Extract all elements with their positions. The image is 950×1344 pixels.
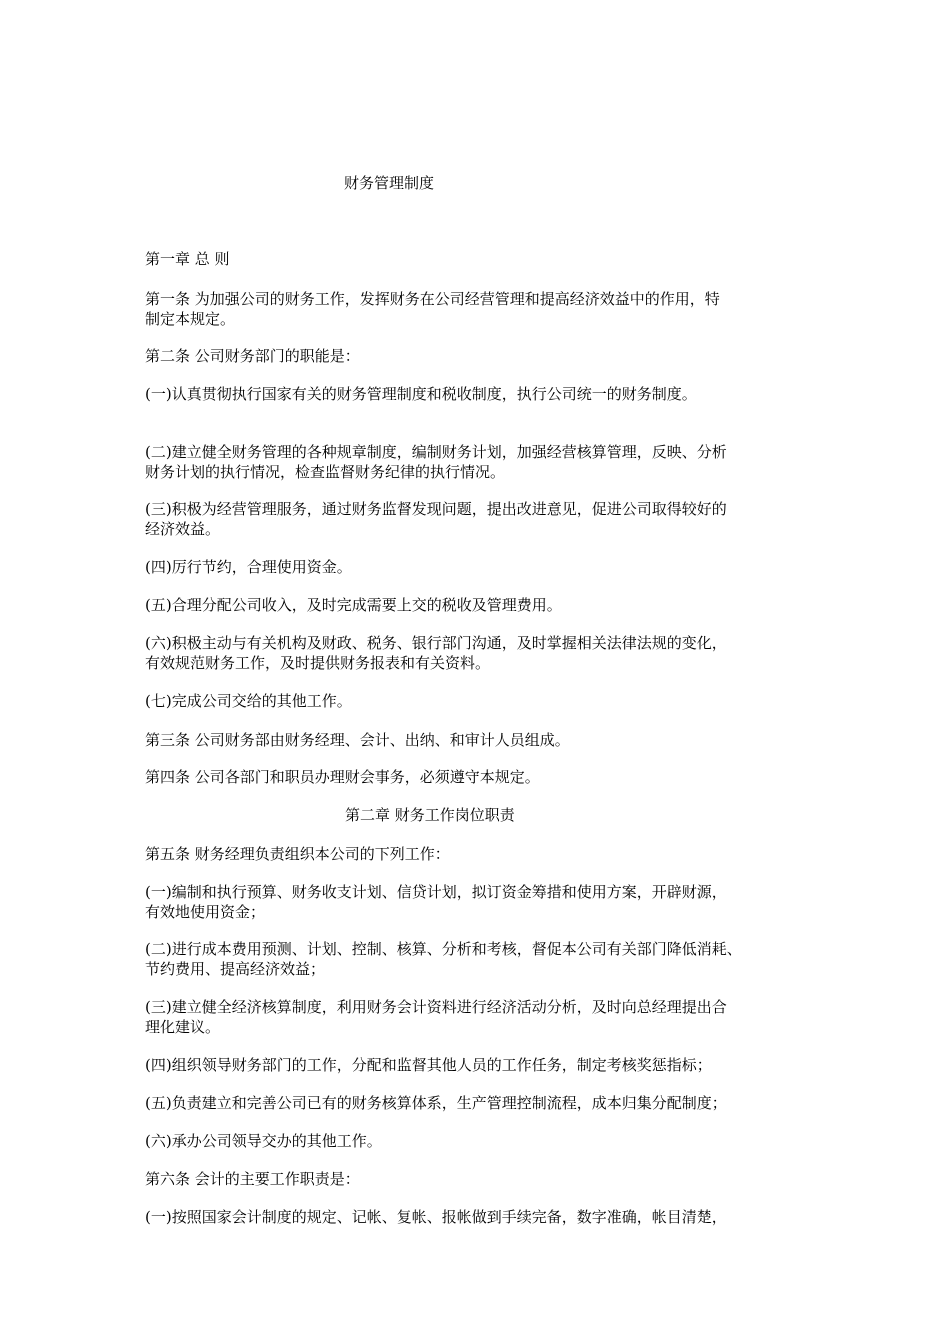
article-2-item-2-line-1: (二)建立健全财务管理的各种规章制度，编制财务计划，加强经营核算管理，反映、分析 [145, 443, 727, 461]
article-5-item-6: (六)承办公司领导交办的其他工作。 [145, 1132, 382, 1150]
article-6-item-1: (一)按照国家会计制度的规定、记帐、复帐、报帐做到手续完备，数字准确，帐目清楚， [145, 1208, 727, 1226]
article-5-item-1-line-1: (一)编制和执行预算、财务收支计划、信贷计划，拟订资金筹措和使用方案，开辟财源， [145, 883, 727, 901]
article-5-item-3-line-2: 理化建议。 [145, 1018, 221, 1036]
article-2-item-1: (一)认真贯彻执行国家有关的财务管理制度和税收制度，执行公司统一的财务制度。 [145, 385, 697, 403]
article-5: 第五条 财务经理负责组织本公司的下列工作： [145, 845, 450, 863]
article-4: 第四条 公司各部门和职员办理财会事务，必须遵守本规定。 [145, 768, 540, 786]
article-2-item-4: (四)厉行节约，合理使用资金。 [145, 558, 352, 576]
article-1-line-2: 制定本规定。 [145, 310, 236, 328]
article-5-item-2-line-1: (二)进行成本费用预测、计划、控制、核算、分析和考核，督促本公司有关部门降低消耗、 [145, 940, 742, 958]
article-6: 第六条 会计的主要工作职责是： [145, 1170, 360, 1188]
article-2: 第二条 公司财务部门的职能是： [145, 347, 360, 365]
article-5-item-2-line-2: 节约费用、提高经济效益； [145, 960, 326, 978]
article-2-item-3-line-2: 经济效益。 [145, 520, 221, 538]
chapter-2-heading: 第二章 财务工作岗位职责 [345, 806, 515, 824]
chapter-1-heading: 第一章 总 则 [145, 250, 230, 268]
article-5-item-4: (四)组织领导财务部门的工作，分配和监督其他人员的工作任务，制定考核奖惩指标； [145, 1056, 712, 1074]
article-3: 第三条 公司财务部由财务经理、会计、出纳、和审计人员组成。 [145, 731, 570, 749]
article-2-item-2-line-2: 财务计划的执行情况，检查监督财务纪律的执行情况。 [145, 463, 506, 481]
article-5-item-3-line-1: (三)建立健全经济核算制度，利用财务会计资料进行经济活动分析，及时向总经理提出合 [145, 998, 727, 1016]
article-1-line-1: 第一条 为加强公司的财务工作，发挥财务在公司经营管理和提高经济效益中的作用，特 [145, 290, 720, 308]
article-5-item-1-line-2: 有效地使用资金； [145, 903, 266, 921]
document-title: 财务管理制度 [344, 174, 435, 192]
article-2-item-5: (五)合理分配公司收入，及时完成需要上交的税收及管理费用。 [145, 596, 562, 614]
article-2-item-7: (七)完成公司交给的其他工作。 [145, 692, 352, 710]
article-2-item-6-line-2: 有效规范财务工作，及时提供财务报表和有关资料。 [145, 654, 491, 672]
article-2-item-3-line-1: (三)积极为经营管理服务，通过财务监督发现问题，提出改进意见，促进公司取得较好的 [145, 500, 727, 518]
article-5-item-5: (五)负责建立和完善公司已有的财务核算体系，生产管理控制流程，成本归集分配制度； [145, 1094, 727, 1112]
article-2-item-6-line-1: (六)积极主动与有关机构及财政、税务、银行部门沟通，及时掌握相关法律法规的变化， [145, 634, 727, 652]
